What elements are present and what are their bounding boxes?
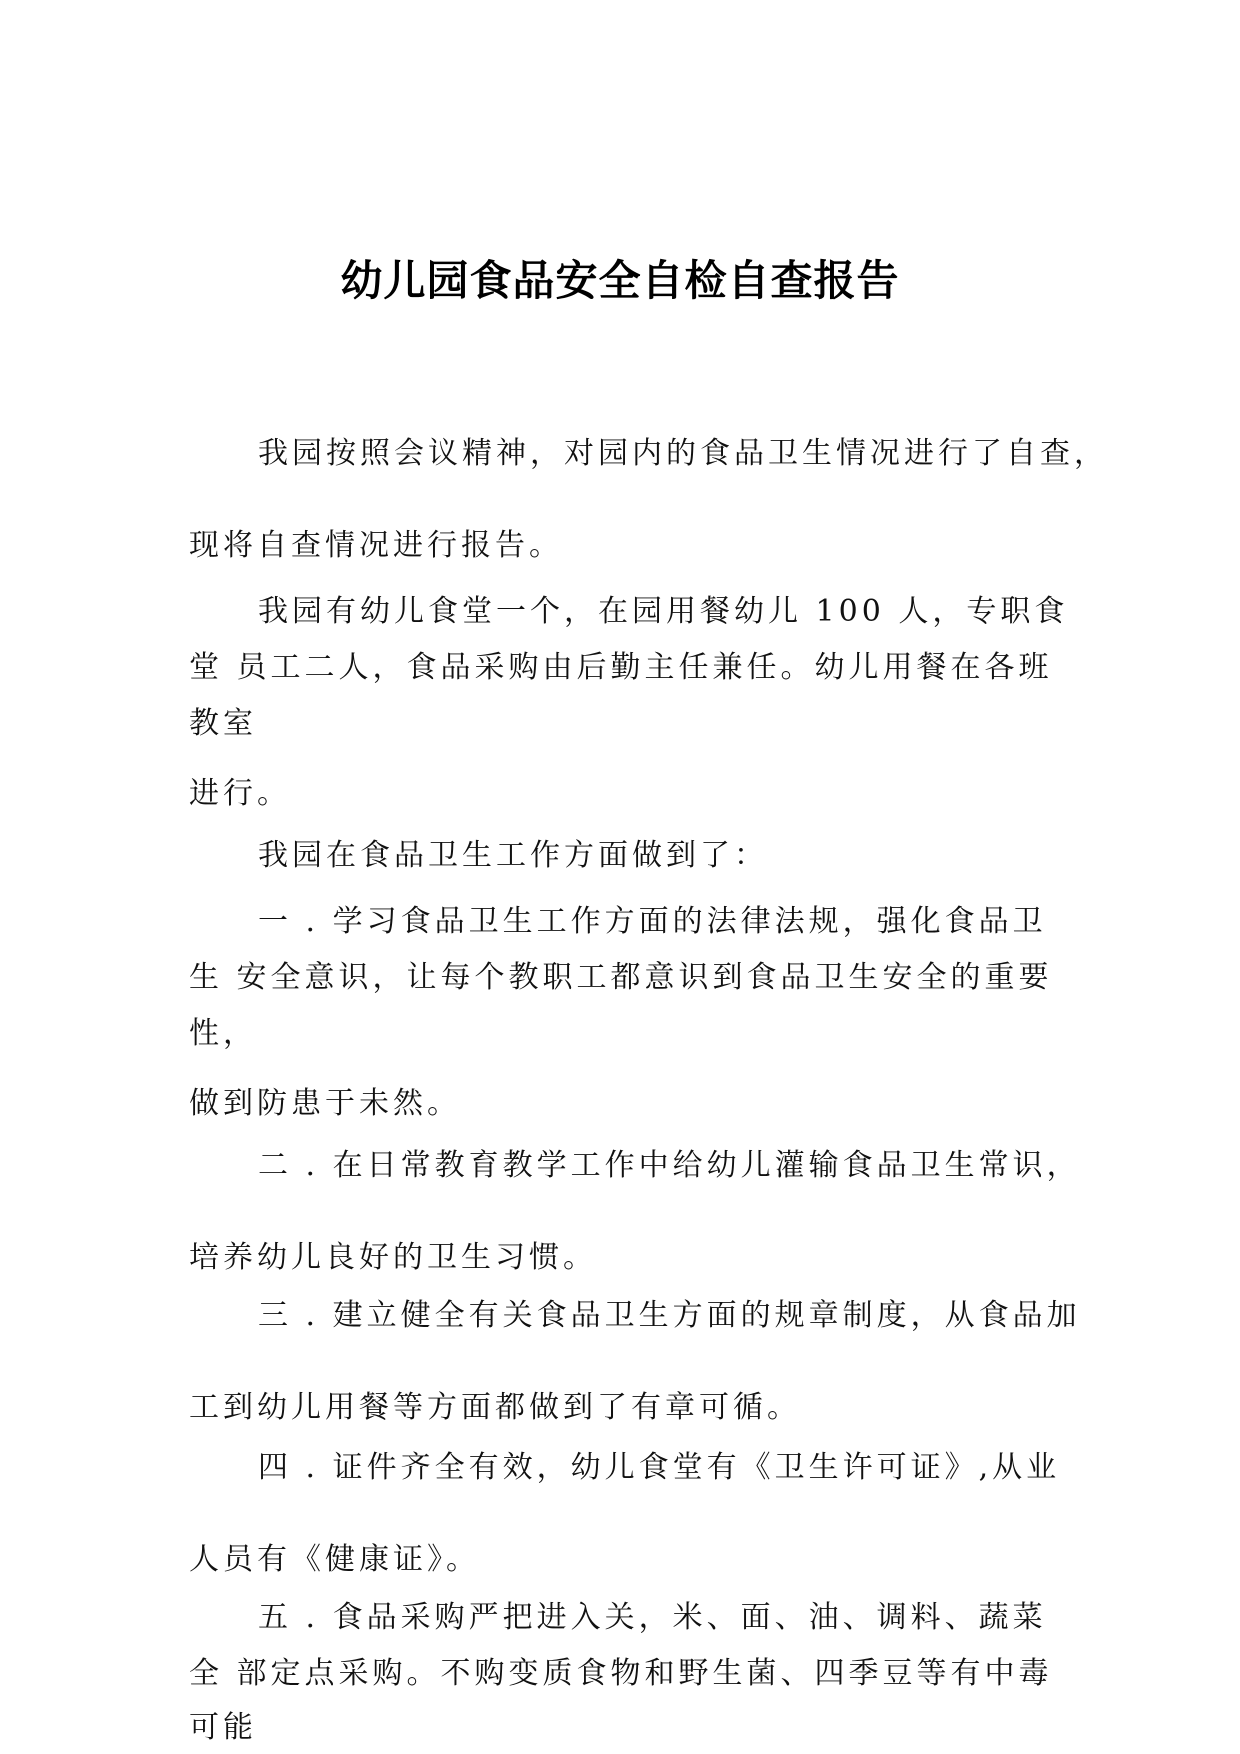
- item-5-line-1: 五 . 食品采购严把进入关，米、面、油、调料、蔬菜: [258, 1600, 1047, 1635]
- item-1-line-3: 性，: [189, 1016, 257, 1051]
- paragraph-1-line-1: 我园按照会议精神，对园内的食品卫生情况进行了自查，: [258, 436, 1108, 471]
- item-1-line-4: 做到防患于未然。: [189, 1086, 461, 1121]
- item-5-line-2: 全 部定点采购。不购变质食物和野生菌、四季豆等有中毒: [189, 1656, 1053, 1691]
- paragraph-1-line-2: 现将自查情况进行报告。: [189, 528, 563, 563]
- document-title: 幼儿园食品安全自检自查报告: [340, 256, 900, 305]
- item-1-line-1: 一 . 学习食品卫生工作方面的法律法规，强化食品卫: [258, 904, 1047, 939]
- paragraph-2-line-2: 堂 员工二人，食品采购由后勤主任兼任。幼儿用餐在各班: [189, 650, 1053, 685]
- item-1-line-2: 生 安全意识，让每个教职工都意识到食品卫生安全的重要: [189, 960, 1053, 995]
- item-4-line-1: 四 . 证件齐全有效，幼儿食堂有《卫生许可证》,从业: [258, 1450, 1061, 1485]
- paragraph-3-line-1: 我园在食品卫生工作方面做到了：: [258, 838, 768, 873]
- item-2-line-2: 培养幼儿良好的卫生习惯。: [189, 1240, 597, 1275]
- item-3-line-1: 三 . 建立健全有关食品卫生方面的规章制度，从食品加: [258, 1298, 1081, 1333]
- item-2-line-1: 二 . 在日常教育教学工作中给幼儿灌输食品卫生常识，: [258, 1148, 1081, 1183]
- item-4-line-2: 人员有《健康证》。: [189, 1542, 480, 1577]
- paragraph-2-line-3: 教室: [189, 706, 257, 741]
- item-3-line-2: 工到幼儿用餐等方面都做到了有章可循。: [189, 1390, 801, 1425]
- paragraph-2-line-4: 进行。: [189, 776, 291, 811]
- item-5-line-3: 可能: [189, 1710, 257, 1745]
- paragraph-2-line-1: 我园有幼儿食堂一个，在园用餐幼儿 100 人，专职食: [258, 594, 1069, 629]
